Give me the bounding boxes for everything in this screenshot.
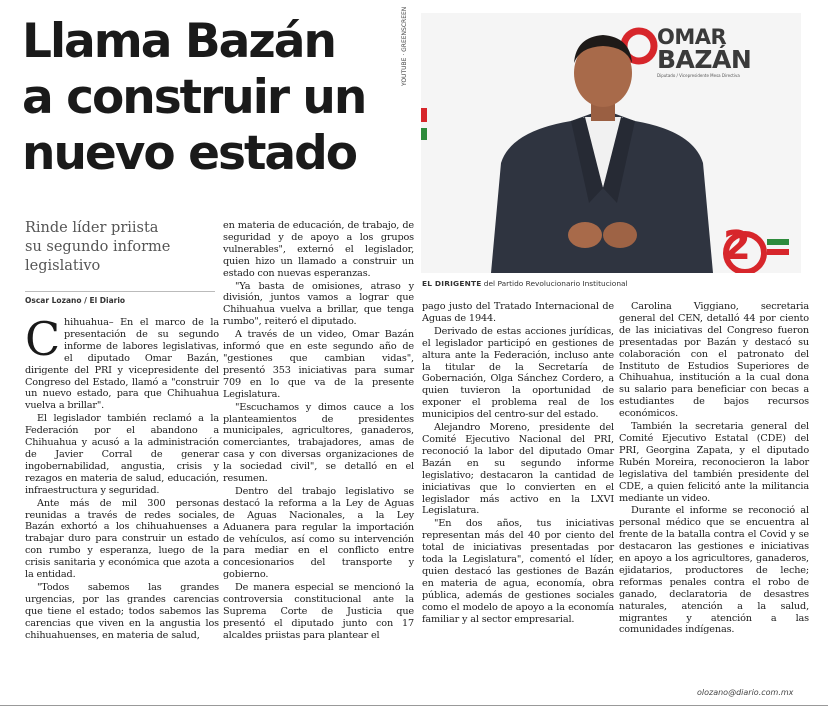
paragraph: A través de un video, Omar Bazán informó que en este segundo año de "gestiones que cambian vidas", presentó 353 iniciativas para sumar 709 en lo que va de la presente Legislatura. [223, 329, 414, 400]
paragraph: El legislador también reclamó a la Federación por el abandono a Chihuahua y acusó a la administración de Javier Corral de generar ingobernabilidad, angustia, crisis y rezagos en materia de salud, educación, infraestructura y seguridad. [25, 413, 219, 496]
article-column-1 [25, 312, 219, 700]
headline [22, 6, 414, 182]
paragraph: Alejandro Moreno, presidente del Comité Ejecutivo Nacional del PRI, reconoció la labor del diputado Omar Bazán en su segundo informe legislativo; destacaron la cantidad de iniciativas que lo convierten en el legislador más activo en la LXVI Legislatura. [422, 422, 614, 517]
author-email: olozano@diario.com.mx [697, 688, 794, 697]
article-column-2 [223, 220, 414, 700]
lead-text: hihuahua– En el marco de la presentación de su segundo informe de labores legislativas, el diputado Omar Bazán, dirigente del PRI y vicepresidente del Congreso del Estado, llamó a "construir un nuevo estado, para que Chihuahua vuelva a brillar". [25, 317, 219, 412]
paragraph: "Escuchamos y dimos cauce a los planteamientos de presidentes municipales, agricultores, ganaderos, comerciantes, trabajadores, amas de casa y con diversas organizaciones de la sociedad civil", se detalló en el resumen. [223, 401, 414, 485]
brand-last-name: BAZÁN [657, 45, 752, 74]
byline: Oscar Lozano / El Diario [25, 296, 126, 305]
article-column-3 [422, 301, 614, 700]
brand-first-name: OMAR [657, 25, 727, 49]
photo-credit: YOUTUBE · GREENSCREEN [401, 6, 408, 86]
accent-green-mark [421, 128, 427, 140]
headline-line-2: a construir un [22, 70, 366, 125]
subhead-line-1: Rinde líder priista [25, 220, 159, 236]
subhead-line-2: su segundo informe [25, 239, 171, 255]
photo-caption [422, 279, 628, 288]
headline-line-3: nuevo estado [22, 126, 357, 181]
caption-text: del Partido Revolucionario Institucional [481, 279, 628, 288]
paragraph: en materia de educación, de trabajo, de seguridad y de apoyo a los grupos vulnerables", externó el legislador, quien hizo un llamado a construir un estado con nuevas esperanzas. [223, 220, 414, 279]
paragraph: "En dos años, tus iniciativas representan más del 40 por ciento del total de iniciativas presentadas por toda la Legislatura", comentó el líder, quien destacó las gestiones de Bazán en materia de agua, economía, obra pública, además de gestiones sociales como el modelo de apoyo a la economía familiar y al sector empresarial. [422, 518, 614, 625]
paragraph: Derivado de estas acciones jurídicas, el legislador participó en gestiones de altura ante la Federación, incluso ante la titular de la Secretaría de Gobernación, Olga Sánchez Cordero, a quien tuvieron la oportunidad de exponer el problema real de los municipios del centro-sur del estado. [422, 325, 614, 421]
subhead-line-3: legislativo [25, 258, 101, 274]
paragraph: De manera especial se mencionó la controversia constitucional ante la Suprema Corte de Justicia que presentó el diputado junto con 17 alcaldes priistas para plantear el [223, 582, 414, 641]
paragraph: Dentro del trabajo legislativo se destacó la reforma a la Ley de Aguas de Aguas Nacionales, a la Ley Aduanera para regular la importación de vehículos, así como su intervención para mediar en el conflicto entre concesionarios del transporte y gobierno. [223, 485, 414, 581]
paragraph: "Ya basta de omisiones, atraso y división, juntos vamos a lograr que Chihuahua vuelva a brillar, que tenga rumbo", reiteró el diputado. [223, 280, 414, 328]
paragraph: pago justo del Tratado Internacional de Aguas de 1944. [422, 301, 614, 324]
report-number: 2 [723, 223, 751, 269]
page-bottom-rule [0, 705, 828, 706]
drop-cap: C [25, 312, 61, 366]
caption-label: EL DIRIGENTE [422, 279, 482, 288]
subhead [25, 219, 225, 276]
paragraph: Durante el informe se reconoció al personal médico que se encuentra al frente de la batalla contra el Covid y se destacaron las gestiones e iniciativas en apoyo a los agricultores, ganaderos, ejidatarios, productores de leche; reformas penales contra el robo de ganado, declaratoria de desastres naturales, atención a la salud, migrantes y atención a las comunidades indígenas. [619, 505, 809, 636]
paragraph: También la secretaria general del Comité Ejecutivo Estatal (CDE) del PRI, Georgina Zapata, y el diputado Rubén Moreira, reconocieron la labor legislativa del también presidente del CDE, a quien felicitó ante la militancia mediante un video. [619, 421, 809, 504]
headline-line-1: Llama Bazán [22, 14, 335, 69]
article-column-4 [619, 301, 809, 700]
brand-subtitle: Diputado / Vicepresidente Mesa Directiva [657, 73, 740, 78]
article-photo [421, 13, 801, 273]
accent-red-mark [421, 108, 427, 122]
paragraph: Ante más de mil 300 personas reunidas a través de redes sociales, Bazán exhortó a los chihuahuenses a trabajar duro para construir un estado con rumbo y esperanza, luego de la crisis sanitaria y económica que azota a la entidad. [25, 497, 219, 581]
paragraph: "Todos sabemos las grandes urgencias, por las grandes carencias que tiene el estado; todos sabemos las carencias que viven en la angustia los chihuahuenses, en materia de salud, [25, 581, 219, 641]
paragraph-lead [25, 312, 219, 412]
byline-divider [25, 291, 215, 292]
paragraph: Carolina Viggiano, secretaria general del CEN, detalló 44 por ciento de las iniciativas del Congreso fueron presentadas por Bazán y destacó su colaboración con el patronato del Instituto de Estudios Superiores de Chihuahua, institución a la cual dona su salario para beneficiar con becas a estudiantes de bajos recursos económicos. [619, 301, 809, 420]
